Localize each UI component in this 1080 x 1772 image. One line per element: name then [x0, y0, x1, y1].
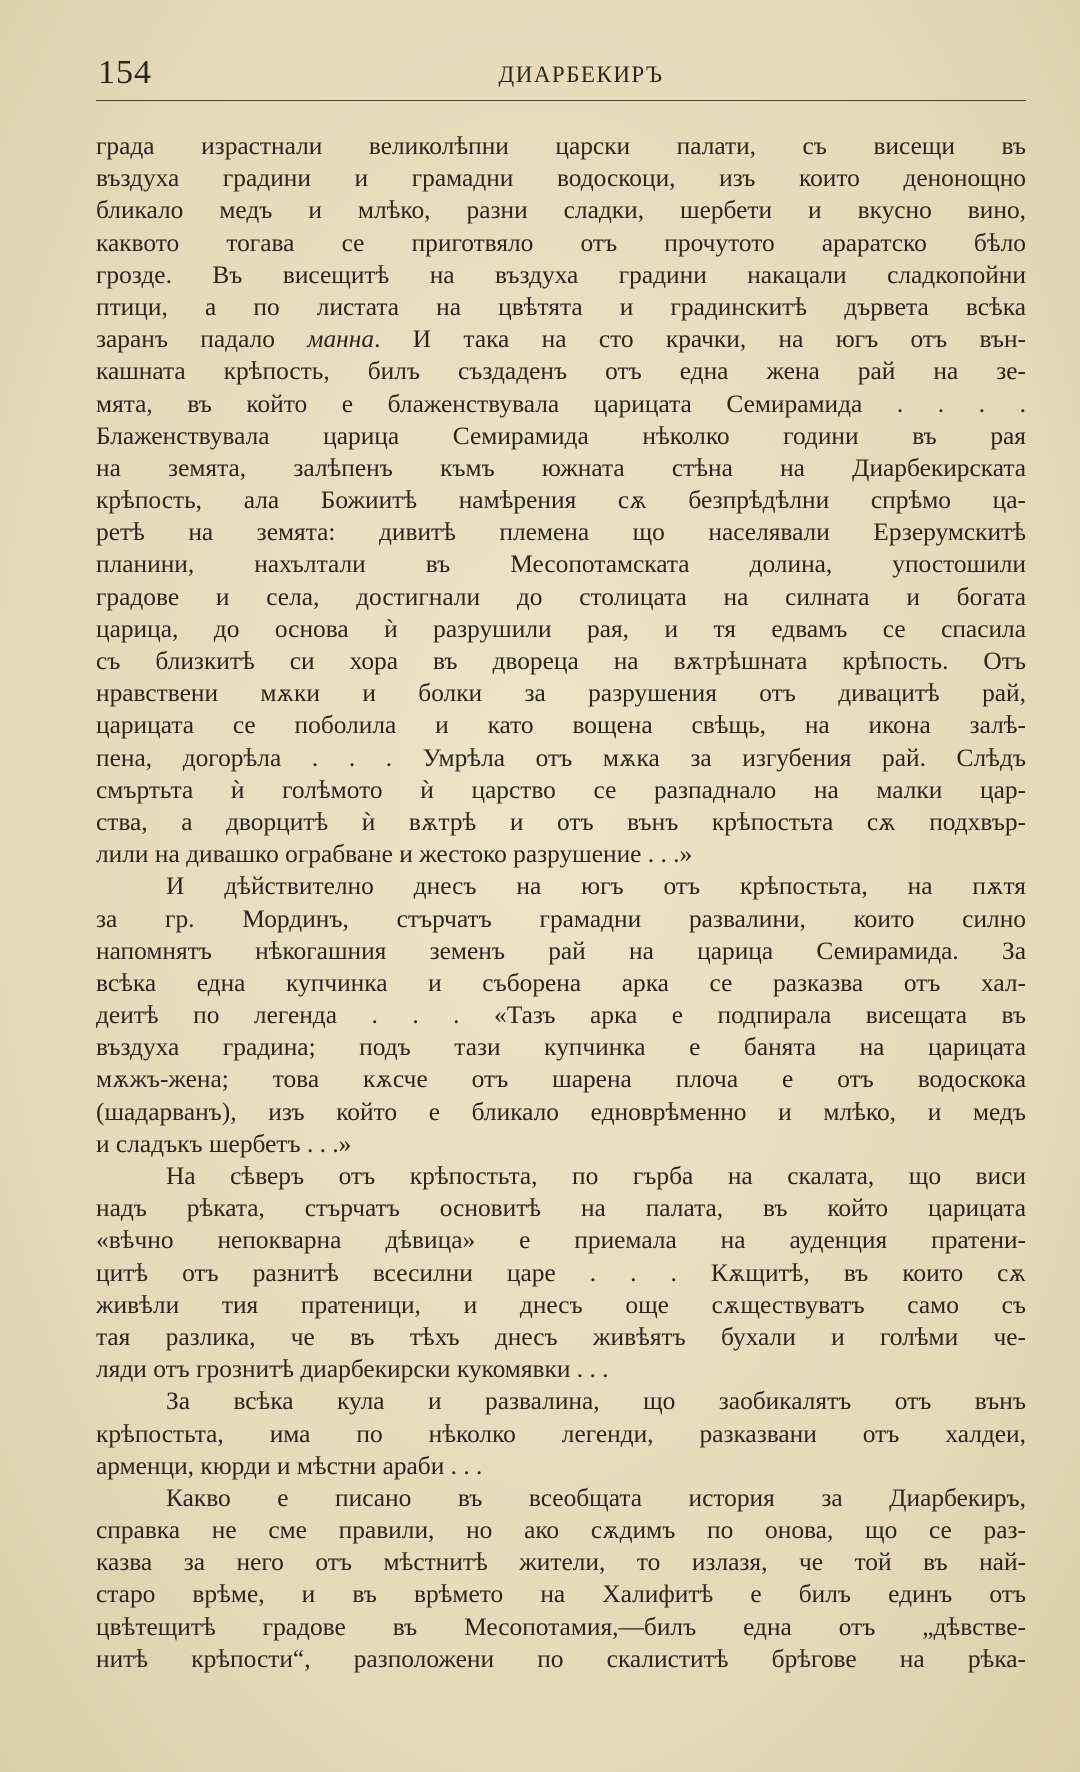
text-line: ства, а дворцитѣ ѝ вѫтрѣ и отъ вънъ крѣпостьта сѫ подхвър- — [96, 807, 1026, 836]
text-line: тая разлика, че въ тѣхъ днесъ живѣятъ бухали и голѣми че- — [96, 1322, 1026, 1351]
text-line: каквото тогава се приготвяло отъ прочутото араратско бѣло — [96, 228, 1026, 257]
text-line: пена, догорѣла . . . Умрѣла отъ мѫка за изгубения рай. Слѣдъ — [96, 743, 1026, 772]
running-title: ДИАРБЕКИРЪ — [498, 62, 664, 87]
text-line: заранъ падало манна. И така на сто крачки, на югъ отъ вън- — [96, 325, 1027, 354]
text-line: казва за него отъ мѣстнитѣ жители, то излазя, че той въ най- — [96, 1548, 1026, 1577]
text-line: (шадарванъ), изъ който е бликало едноврѣменно и млѣко, и медъ — [96, 1097, 1026, 1126]
text-line: справка не сме правили, но ако сѫдимъ по онова, що се раз- — [96, 1516, 1026, 1545]
text-line: смъртьта ѝ голѣмото ѝ царство се разпаднало на малки цар- — [96, 775, 1026, 804]
text-line: въздуха градини и грамадни водоскоци, изъ които денонощно — [96, 164, 1026, 193]
page-number: 154 — [98, 54, 152, 91]
text-line: бликало медъ и млѣко, разни сладки, шербети и вкусно вино, — [96, 196, 1026, 225]
text-line: ретѣ на земята: дивитѣ племена що населявали Ерзерумскитѣ — [96, 518, 1026, 547]
paragraph-start-line: И дѣйствително днесъ на югъ отъ крѣпостьта, на пѫтя — [166, 872, 1026, 901]
text-line: мѫжъ-жена; това кѫсче отъ шарена плоча е отъ водоскока — [96, 1065, 1026, 1094]
text-line: старо врѣме, и въ врѣмето на Халифитѣ е билъ единъ отъ — [96, 1580, 1026, 1609]
text-line: и сладъкъ шербетъ . . .» — [96, 1129, 352, 1158]
text-line: цвѣтещитѣ градове въ Месопотамия,—билъ една отъ „дѣвстве- — [96, 1612, 1026, 1641]
text-line: мята, въ който е блаженствувала царицата Семирамида . . . . — [96, 389, 1026, 418]
paragraph-start-line: На сѣверъ отъ крѣпостьта, по гърба на скалата, що виси — [166, 1162, 1026, 1190]
italic-word: манна — [307, 325, 375, 354]
text-line: «вѣчно непокварна дѣвица» е приемала на ауденция пратени- — [96, 1226, 1026, 1255]
text-line: нравствени мѫки и болки за разрушения отъ дивацитѣ рай, — [96, 679, 1026, 708]
text-line: кашната крѣпость, билъ създаденъ отъ една жена рай на зе- — [96, 357, 1026, 386]
text-line: крѣпостьта, има по нѣколко легенди, разказвани отъ халдеи, — [96, 1419, 1026, 1448]
text-line: на земята, залѣпенъ къмъ южната стѣна на Диарбекирската — [96, 453, 1026, 482]
text-line: напомнятъ нѣкогашния земенъ рай на царица Семирамида. За — [96, 936, 1026, 965]
text-line: лили на дивашко ограбване и жестоко разрушение . . .» — [96, 840, 693, 869]
page-header — [96, 52, 1026, 100]
text-line: грозде. Въ висещитѣ на въздуха градини накацали сладкопойни — [96, 260, 1026, 289]
text-line: града израстнали великолѣпни царски палати, съ висещи въ — [96, 132, 1026, 160]
text-line: градове и села, достигнали до столицата на силната и богата — [96, 582, 1026, 611]
text-line: ляди отъ грознитѣ диарбекирски кукомявки . . . — [96, 1355, 609, 1384]
text-line: деитѣ по легенда . . . «Тазъ арка е подпирала висещата въ — [96, 1001, 1026, 1030]
text-line: нитѣ крѣпости“, разположени по скалиститѣ брѣгове на рѣка- — [96, 1644, 1026, 1673]
text-line: надъ рѣката, стърчатъ основитѣ на палата, въ който царицата — [96, 1194, 1026, 1223]
paragraph-start-line: Какво е писано въ всеобщата история за Диарбекиръ, — [166, 1483, 1026, 1512]
text-line: въздуха градина; подъ тази купчинка е банята на царицата — [96, 1033, 1026, 1062]
text-line: всѣка една купчинка и съборена арка се разказва отъ хал- — [96, 968, 1026, 997]
body-text — [96, 130, 1026, 1675]
text-line: планини, нахълтали въ Месопотамската долина, упостошили — [96, 550, 1026, 579]
text-line: царица, до основа ѝ разрушили рая, и тя едвамъ се спасила — [96, 614, 1026, 643]
header-rule — [96, 100, 1026, 101]
text-line: царицата се поболила и като вощена свѣщь, на икона залѣ- — [96, 711, 1026, 740]
text-line: арменци, кюрди и мѣстни араби . . . — [96, 1451, 483, 1480]
paragraph-start-line: За всѣка кула и развалина, що заобикалятъ отъ вънъ — [166, 1387, 1026, 1416]
text-line: птици, а по листата на цвѣтята и градинскитѣ дървета всѣка — [96, 292, 1026, 321]
text-line: съ близкитѣ си хора въ двореца на вѫтрѣшната крѣпость. Отъ — [96, 647, 1026, 675]
text-line: за гр. Мординъ, стърчатъ грамадни развалини, които силно — [96, 904, 1026, 933]
text-line: цитѣ отъ разнитѣ всесилни царе . . . Кѫщитѣ, въ които сѫ — [96, 1258, 1026, 1287]
text-line: Блаженствувала царица Семирамида нѣколко години въ рая — [96, 421, 1026, 450]
text-line: живѣли тия пратеници, и днесъ още сѫществуватъ само съ — [96, 1290, 1026, 1319]
text-line: крѣпость, ала Божиитѣ намѣрения сѫ безпрѣдѣлни спрѣмо ца- — [96, 486, 1026, 515]
